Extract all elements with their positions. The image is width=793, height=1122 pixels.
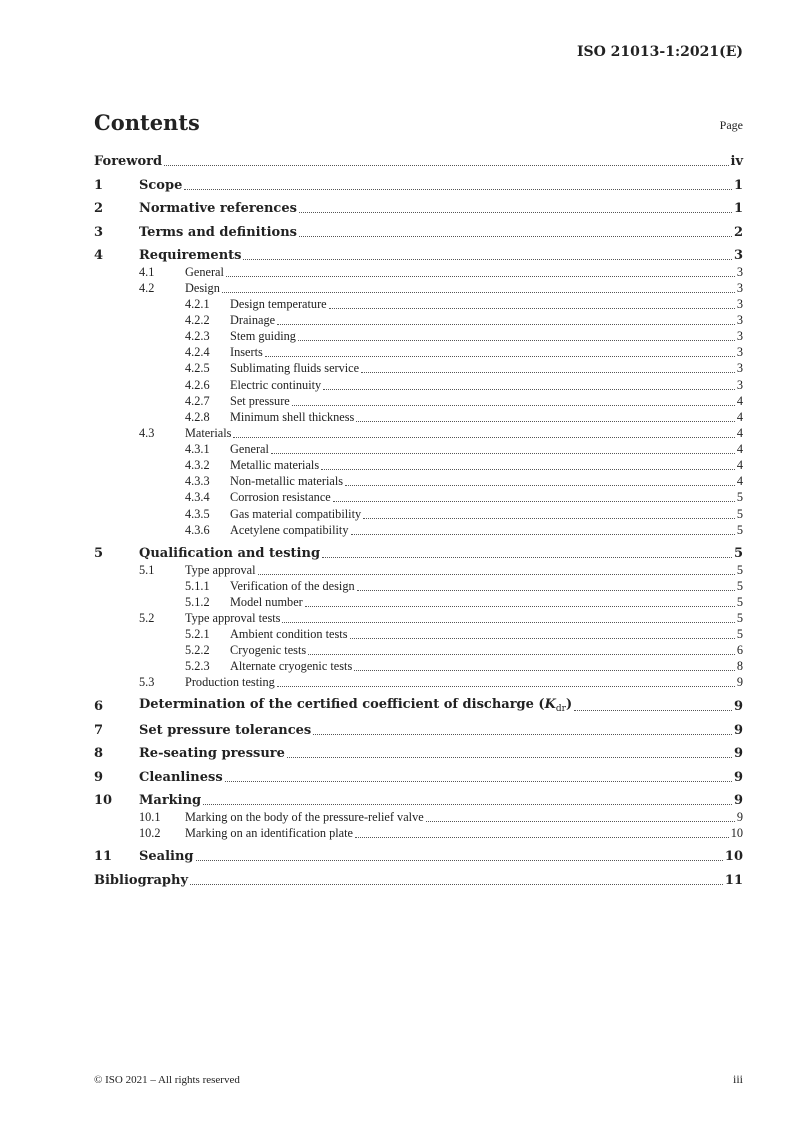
toc-entry-title [94, 201, 297, 216]
toc-entry-page: 8 [736, 659, 743, 674]
toc-entry-title-text: Type approval tests [185, 610, 281, 625]
toc-entry-title-text: Model number [230, 594, 303, 609]
toc-entry[interactable] [94, 176, 743, 193]
toc-entry-title [94, 770, 223, 785]
toc-entry-number: 11 [94, 849, 113, 865]
toc-entry[interactable] [94, 610, 743, 626]
toc-entry[interactable] [94, 376, 743, 392]
toc-leader-dots [354, 670, 735, 671]
toc-entry-title [94, 873, 188, 888]
toc-entry[interactable] [94, 360, 743, 376]
toc-entry-title [94, 546, 320, 561]
toc-entry-title-text: General [185, 264, 224, 279]
toc-entry-number: 5.1.1 [185, 578, 210, 593]
toc-entry[interactable] [94, 642, 743, 658]
toc-entry-number: 4.3.4 [185, 490, 210, 505]
toc-entry-number: 4.3.5 [185, 506, 210, 521]
toc-entry-title-text: General [230, 442, 269, 457]
toc-entry-number: 5.2.3 [185, 659, 210, 674]
toc-entry[interactable] [94, 808, 743, 824]
toc-entry-title-text: Design temperature [230, 296, 327, 311]
toc-entry-title [94, 154, 162, 169]
toc-leader-dots [196, 860, 723, 861]
toc-entry-title-text: Set pressure [230, 393, 290, 408]
toc-entry-number: 5.2.1 [185, 627, 210, 642]
toc-entry-title [94, 248, 241, 263]
document-identifier: ISO 21013-1:2021(E) [576, 44, 743, 60]
toc-entry[interactable] [94, 280, 743, 296]
toc-leader-dots [190, 884, 723, 885]
toc-entry-page: 5 [736, 610, 743, 625]
toc-leader-dots [222, 292, 735, 293]
toc-leader-dots [225, 781, 732, 782]
toc-entry-title [94, 507, 361, 522]
toc-entry-title-text: Re-seating pressure [139, 746, 285, 762]
toc-entry-page: 9 [733, 746, 743, 762]
toc-entry-number: 4.2.7 [185, 393, 210, 408]
toc-entry[interactable] [94, 871, 743, 888]
toc-entry[interactable] [94, 847, 743, 864]
toc-entry-number: 5.1.2 [185, 594, 210, 609]
toc-entry-number: 4.3.3 [185, 474, 210, 489]
toc-entry-page: 5 [733, 546, 743, 562]
toc-entry-symbol: K [544, 697, 556, 713]
toc-entry[interactable] [94, 425, 743, 441]
toc-entry-page: 3 [736, 264, 743, 279]
toc-entry-page: 4 [736, 442, 743, 457]
toc-leader-dots [323, 389, 735, 390]
toc-entry-title-text: Electric continuity [230, 377, 322, 392]
toc-leader-dots [361, 372, 735, 373]
toc-entry[interactable] [94, 152, 743, 169]
toc-entry[interactable] [94, 393, 743, 409]
toc-entry-page: 9 [733, 722, 743, 738]
toc-entry[interactable] [94, 223, 743, 240]
toc-leader-dots [226, 276, 735, 277]
toc-entry-page: 3 [733, 248, 743, 264]
toc-entry-title [94, 490, 331, 505]
toc-entry-title-text: Materials [185, 425, 232, 440]
toc-entry-title-text: Bibliography [94, 872, 189, 888]
toc-leader-dots [305, 606, 735, 607]
toc-entry-title [94, 345, 263, 360]
toc-entry-title-text: Drainage [230, 312, 276, 327]
toc-leader-dots [329, 308, 735, 309]
toc-entry-title-text: Requirements [139, 248, 242, 264]
toc-entry-page: 5 [736, 627, 743, 642]
toc-entry[interactable] [94, 721, 743, 738]
toc-entry[interactable] [94, 296, 743, 312]
toc-entry[interactable] [94, 825, 743, 841]
toc-entry-title-text: Stem guiding [230, 329, 296, 344]
toc-entry-title-text: Normative references [139, 201, 297, 217]
toc-entry-title-tail: ) [565, 697, 573, 713]
toc-entry-page: 9 [733, 699, 743, 715]
toc-entry-title-text: Marking on the body of the pressure-relief valve [185, 809, 424, 824]
toc-entry[interactable] [94, 744, 743, 761]
toc-entry-number: 7 [94, 722, 104, 738]
toc-entry-page: 5 [736, 490, 743, 505]
toc-leader-dots [426, 821, 735, 822]
toc-entry-number: 4.2.3 [185, 329, 210, 344]
toc-entry-page: 9 [733, 769, 743, 785]
toc-leader-dots [333, 501, 735, 502]
toc-entry-title-text: Verification of the design [230, 578, 355, 593]
toc-leader-dots [164, 165, 728, 166]
toc-entry-title-text: Metallic materials [230, 458, 320, 473]
toc-entry-number: 4.2.8 [185, 409, 210, 424]
toc-leader-dots [322, 557, 732, 558]
toc-entry-title [94, 826, 353, 841]
toc-entry-title-text: Acetylene compatibility [230, 522, 349, 537]
toc-entry[interactable] [94, 199, 743, 216]
toc-entry[interactable] [94, 441, 743, 457]
toc-entry-number: 2 [94, 201, 104, 217]
toc-entry-number: 3 [94, 224, 104, 240]
toc-entry[interactable] [94, 626, 743, 642]
page-column-label: Page [719, 118, 743, 132]
toc-entry-number: 4 [94, 248, 104, 264]
toc-entry-title [94, 523, 349, 538]
toc-entry-title [94, 361, 359, 376]
toc-leader-dots [355, 837, 729, 838]
toc-leader-dots [345, 485, 735, 486]
toc-entry-page: 4 [736, 474, 743, 489]
toc-entry-page: 4 [736, 409, 743, 424]
toc-entry-number: 4.2.4 [185, 345, 210, 360]
toc-entry-number: 1 [94, 177, 104, 193]
toc-entry-title-text: Design [185, 280, 220, 295]
toc-entry-title-text: Scope [139, 177, 183, 193]
toc-entry-title [94, 723, 311, 738]
toc-entry[interactable] [94, 489, 743, 505]
toc-entry-title [94, 474, 343, 489]
toc-entry-title [94, 442, 269, 457]
toc-entry[interactable] [94, 544, 743, 561]
toc-entry[interactable] [94, 457, 743, 473]
toc-entry[interactable] [94, 697, 743, 714]
toc-entry-number: 4.2.6 [185, 377, 210, 392]
toc-entry-title [94, 627, 348, 642]
toc-entry-title [94, 265, 224, 280]
toc-entry-title [94, 281, 220, 296]
toc-entry-title-text: Marking [139, 793, 202, 809]
toc-leader-dots [277, 324, 735, 325]
toc-entry-title-text: Marking on an identification plate [185, 825, 354, 840]
toc-entry-number: 10.2 [139, 825, 161, 840]
copyright-notice: © ISO 2021 – All rights reserved [94, 1074, 240, 1086]
toc-entry-title-text: Alternate cryogenic tests [230, 659, 353, 674]
toc-entry[interactable] [94, 578, 743, 594]
toc-entry[interactable] [94, 328, 743, 344]
toc-entry-page: 5 [736, 562, 743, 577]
toc-entry-title-text: Non-metallic materials [230, 474, 344, 489]
toc-entry-title-text: Sublimating fluids service [230, 361, 360, 376]
toc-leader-dots [282, 622, 734, 623]
toc-entry-title [94, 426, 231, 441]
toc-entry-title-text: Corrosion resistance [230, 490, 331, 505]
toc-leader-dots [265, 356, 735, 357]
toc-entry[interactable] [94, 791, 743, 808]
toc-entry[interactable] [94, 594, 743, 610]
toc-entry-title [94, 675, 275, 690]
toc-leader-dots [258, 574, 735, 575]
toc-entry[interactable] [94, 768, 743, 785]
toc-entry-page: 9 [733, 793, 743, 809]
table-of-contents [94, 152, 743, 888]
toc-entry-title-text: Type approval [185, 562, 256, 577]
toc-entry[interactable] [94, 674, 743, 690]
toc-entry[interactable] [94, 522, 743, 538]
toc-entry-title-text: Gas material compatibility [230, 506, 362, 521]
toc-entry-page: 9 [736, 675, 743, 690]
toc-entry[interactable] [94, 344, 743, 360]
toc-leader-dots [292, 405, 735, 406]
toc-entry-title [94, 225, 297, 240]
toc-entry-page: 1 [733, 177, 743, 193]
toc-entry-title-text: Cleanliness [139, 769, 223, 785]
toc-entry-title [94, 563, 256, 578]
toc-entry-page: 3 [736, 296, 743, 311]
toc-entry-page: 5 [736, 578, 743, 593]
toc-entry-number: 8 [94, 746, 104, 762]
toc-entry-page: 3 [736, 312, 743, 327]
toc-entry-symbol-subscript: dr [555, 704, 566, 715]
toc-leader-dots [299, 236, 732, 237]
toc-entry-title [94, 659, 352, 674]
toc-entry-title-text: Minimum shell thickness [230, 409, 355, 424]
toc-entry[interactable] [94, 505, 743, 521]
toc-entry-title-text: Inserts [230, 345, 263, 360]
toc-entry-page: 4 [736, 393, 743, 408]
toc-entry-number: 4.1 [139, 264, 155, 279]
toc-entry-number: 5.1 [139, 562, 155, 577]
toc-entry-page: 3 [736, 361, 743, 376]
toc-entry-number: 5.3 [139, 675, 155, 690]
toc-entry-title [94, 297, 327, 312]
toc-entry-title [94, 746, 285, 761]
toc-entry[interactable] [94, 473, 743, 489]
toc-entry-page: 3 [736, 280, 743, 295]
toc-entry[interactable] [94, 312, 743, 328]
toc-leader-dots [313, 734, 732, 735]
toc-entry[interactable] [94, 409, 743, 425]
toc-entry-number: 4.2.2 [185, 312, 210, 327]
toc-entry-number: 4.2.1 [185, 296, 210, 311]
toc-entry-number: 4.3.6 [185, 522, 210, 537]
toc-entry-page: 3 [736, 377, 743, 392]
toc-entry-title-text: Foreword [94, 154, 163, 169]
toc-entry-page: 3 [736, 345, 743, 360]
toc-entry-title-text: Qualification and testing [139, 546, 321, 562]
toc-entry-page: 5 [736, 594, 743, 609]
contents-title: Contents [94, 110, 200, 135]
toc-entry-page: 9 [736, 809, 743, 824]
toc-entry-page: iv [730, 154, 743, 169]
toc-entry-page: 4 [736, 458, 743, 473]
toc-leader-dots [356, 421, 735, 422]
toc-entry-number: 4.3 [139, 425, 155, 440]
toc-entry-number: 5 [94, 546, 104, 562]
toc-entry-page: 1 [733, 201, 743, 217]
toc-entry-title-text: Cryogenic tests [230, 643, 307, 658]
toc-entry-page: 5 [736, 522, 743, 537]
toc-entry-page: 4 [736, 425, 743, 440]
toc-leader-dots [203, 804, 732, 805]
toc-leader-dots [363, 518, 735, 519]
toc-entry-title [94, 410, 354, 425]
toc-entry-page: 3 [736, 329, 743, 344]
toc-entry-title-text: Set pressure tolerances [139, 722, 312, 738]
toc-entry[interactable] [94, 561, 743, 577]
toc-leader-dots [184, 189, 732, 190]
toc-leader-dots [299, 212, 732, 213]
toc-leader-dots [243, 259, 731, 260]
toc-entry[interactable] [94, 246, 743, 263]
toc-leader-dots [277, 686, 735, 687]
toc-entry-page: 11 [724, 872, 743, 888]
toc-entry-number: 4.2.5 [185, 361, 210, 376]
toc-entry[interactable] [94, 263, 743, 279]
toc-entry-number: 5.2 [139, 610, 155, 625]
toc-leader-dots [233, 437, 734, 438]
toc-entry-title [94, 178, 182, 193]
toc-entry-number: 5.2.2 [185, 643, 210, 658]
toc-leader-dots [351, 534, 735, 535]
toc-entry-title-text: Terms and definitions [139, 224, 297, 240]
toc-entry-page: 6 [736, 643, 743, 658]
toc-entry-title-text: Determination of the certified coefficient of discharge ( [139, 697, 545, 713]
toc-entry[interactable] [94, 658, 743, 674]
toc-entry-page: 10 [730, 825, 743, 840]
toc-leader-dots [271, 453, 735, 454]
toc-entry-number: 10 [94, 793, 113, 809]
toc-entry-page: 5 [736, 506, 743, 521]
toc-entry-title [94, 697, 572, 714]
toc-entry-page: 10 [724, 849, 743, 865]
toc-entry-title-text: Ambient condition tests [230, 627, 348, 642]
toc-leader-dots [574, 710, 732, 711]
toc-entry-title [94, 579, 355, 594]
toc-entry-title-text: Production testing [185, 675, 275, 690]
toc-leader-dots [357, 590, 735, 591]
toc-leader-dots [308, 654, 735, 655]
page-number: iii [732, 1072, 743, 1086]
toc-leader-dots [321, 469, 735, 470]
toc-leader-dots [350, 638, 735, 639]
toc-entry-number: 4.2 [139, 280, 155, 295]
toc-entry-number: 10.1 [139, 809, 161, 824]
toc-entry-title-text: Sealing [139, 849, 194, 865]
toc-entry-number: 9 [94, 769, 104, 785]
toc-entry-number: 4.3.1 [185, 442, 210, 457]
toc-entry-title [94, 611, 280, 626]
toc-entry-number: 6 [94, 699, 104, 715]
toc-leader-dots [287, 757, 732, 758]
toc-entry-page: 2 [733, 224, 743, 240]
toc-leader-dots [298, 340, 735, 341]
toc-entry-number: 4.3.2 [185, 458, 210, 473]
